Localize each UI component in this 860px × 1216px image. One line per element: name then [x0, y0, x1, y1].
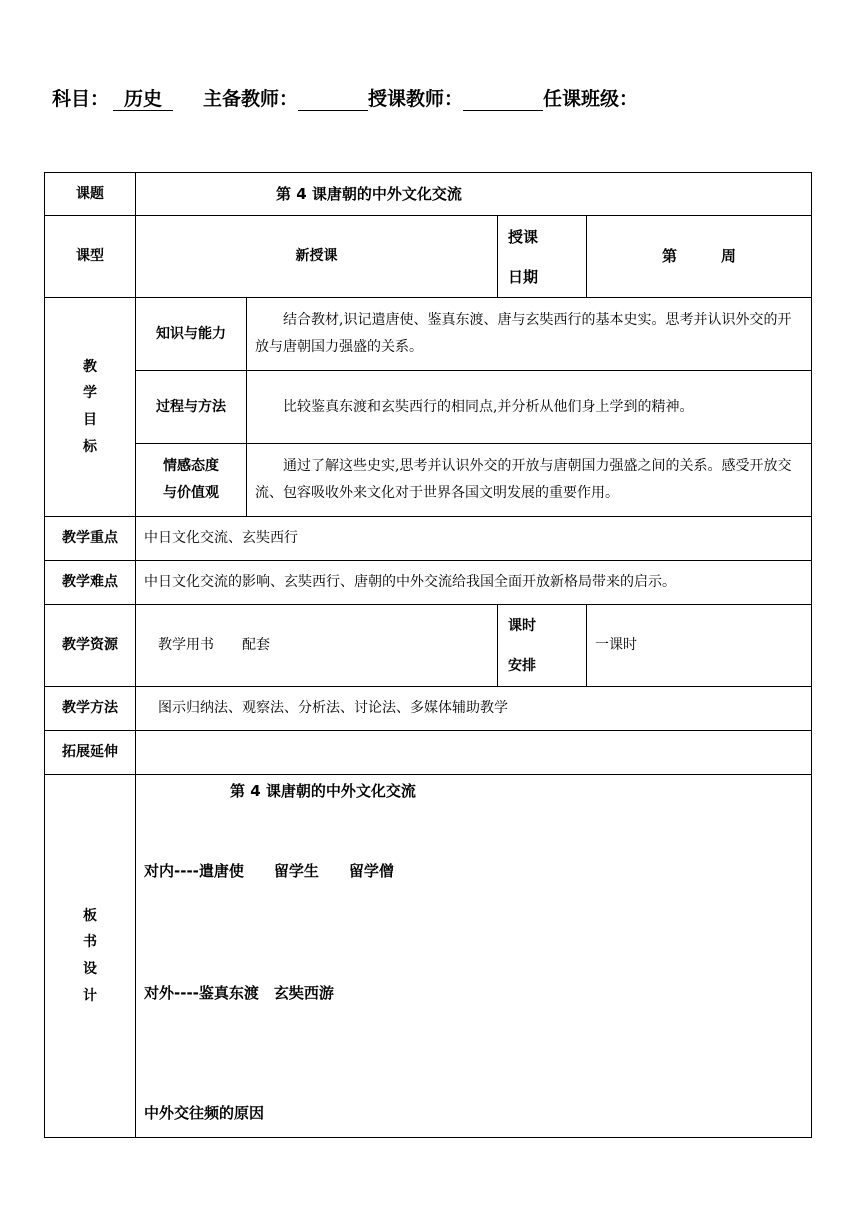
type-label: 课型 [45, 216, 136, 298]
attitude-label-line2: 与价值观 [163, 485, 219, 501]
attitude-label-line1: 情感态度 [163, 458, 219, 475]
class-label: 任课班级： [543, 88, 639, 110]
board-char-3: 设 [83, 961, 97, 977]
objectives-char-1: 教 [83, 358, 97, 375]
week-label-1: 第 [661, 247, 677, 266]
difficulties-label: 教学难点 [45, 561, 136, 605]
key-points-row [45, 517, 812, 561]
hours-value: 一课时 [587, 605, 812, 687]
lesson-plan-table [44, 172, 812, 1138]
board-char-2: 书 [83, 934, 97, 951]
process-text: 比较鉴真东渡和玄奘西行的相同点,并分析从他们身上学到的精神。 [247, 371, 812, 444]
board-row [45, 775, 812, 1138]
week-cell [587, 216, 812, 298]
objectives-label [45, 298, 136, 517]
objective-row-process [45, 371, 812, 444]
attitude-label [136, 444, 247, 517]
methods-value: 图示归纳法、观察法、分析法、讨论法、多媒体辅助教学 [136, 687, 812, 731]
board-line-1: 对内----遣唐使 留学生 留学僧 [144, 862, 394, 880]
date-label [498, 216, 587, 298]
knowledge-text: 结合教材,识记遣唐使、鉴真东渡、唐与玄奘西行的基本史实。思考并认识外交的开放与唐朝国力强盛的关系。 [247, 298, 812, 371]
topic-value: 第 4 课唐朝的中外文化交流 [136, 173, 812, 216]
objectives-char-4: 标 [83, 438, 97, 455]
board-content [136, 775, 812, 1138]
attitude-text: 通过了解这些史实,思考并认识外交的开放与唐朝国力强盛之间的关系。感受开放交流、包容吸收外来文化对于世界各国文明发展的重要作用。 [247, 444, 812, 517]
subject-value: 历史 [113, 88, 173, 111]
methods-label: 教学方法 [45, 687, 136, 731]
type-value: 新授课 [136, 216, 498, 298]
board-title: 第 4 课唐朝的中外文化交流 [230, 782, 416, 800]
methods-row [45, 687, 812, 731]
teaching-teacher-label: 授课教师： [368, 88, 464, 110]
key-points-label: 教学重点 [45, 517, 136, 561]
resources-value: 教学用书 配套 [136, 605, 498, 687]
extension-value [136, 731, 812, 775]
subject-label: 科目： [52, 88, 110, 110]
extension-label: 拓展延伸 [45, 731, 136, 775]
difficulties-value: 中日文化交流的影响、玄奘西行、唐朝的中外交流给我国全面开放新格局带来的启示。 [136, 561, 812, 605]
topic-row [45, 173, 812, 216]
extension-row [45, 731, 812, 775]
process-label: 过程与方法 [136, 371, 247, 444]
type-row [45, 216, 812, 298]
date-label-line2: 日期 [508, 267, 539, 286]
resources-row [45, 605, 812, 687]
date-label-line1: 授课 [508, 227, 539, 246]
resources-label: 教学资源 [45, 605, 136, 687]
objective-row-knowledge [45, 298, 812, 371]
document-header [52, 84, 638, 111]
board-line-3: 中外交往频的原因 [144, 1104, 265, 1122]
hours-label-line2: 安排 [508, 657, 536, 674]
week-label-2: 周 [721, 247, 737, 266]
board-char-4: 计 [83, 987, 97, 1004]
hours-label [498, 605, 587, 687]
main-teacher-label: 主备教师： [203, 88, 299, 110]
board-label [45, 775, 136, 1138]
objectives-char-3: 目 [83, 412, 97, 428]
board-char-1: 板 [83, 907, 97, 924]
topic-label: 课题 [45, 173, 136, 216]
hours-label-line1: 课时 [508, 617, 536, 634]
key-points-value: 中日文化交流、玄奘西行 [136, 517, 812, 561]
teaching-teacher-blank [463, 88, 543, 111]
objectives-char-2: 学 [83, 385, 97, 402]
board-line-2: 对外----鉴真东渡 玄奘西游 [144, 984, 334, 1002]
knowledge-label: 知识与能力 [136, 298, 247, 371]
main-teacher-blank [298, 88, 368, 111]
difficulties-row [45, 561, 812, 605]
objective-row-attitude [45, 444, 812, 517]
